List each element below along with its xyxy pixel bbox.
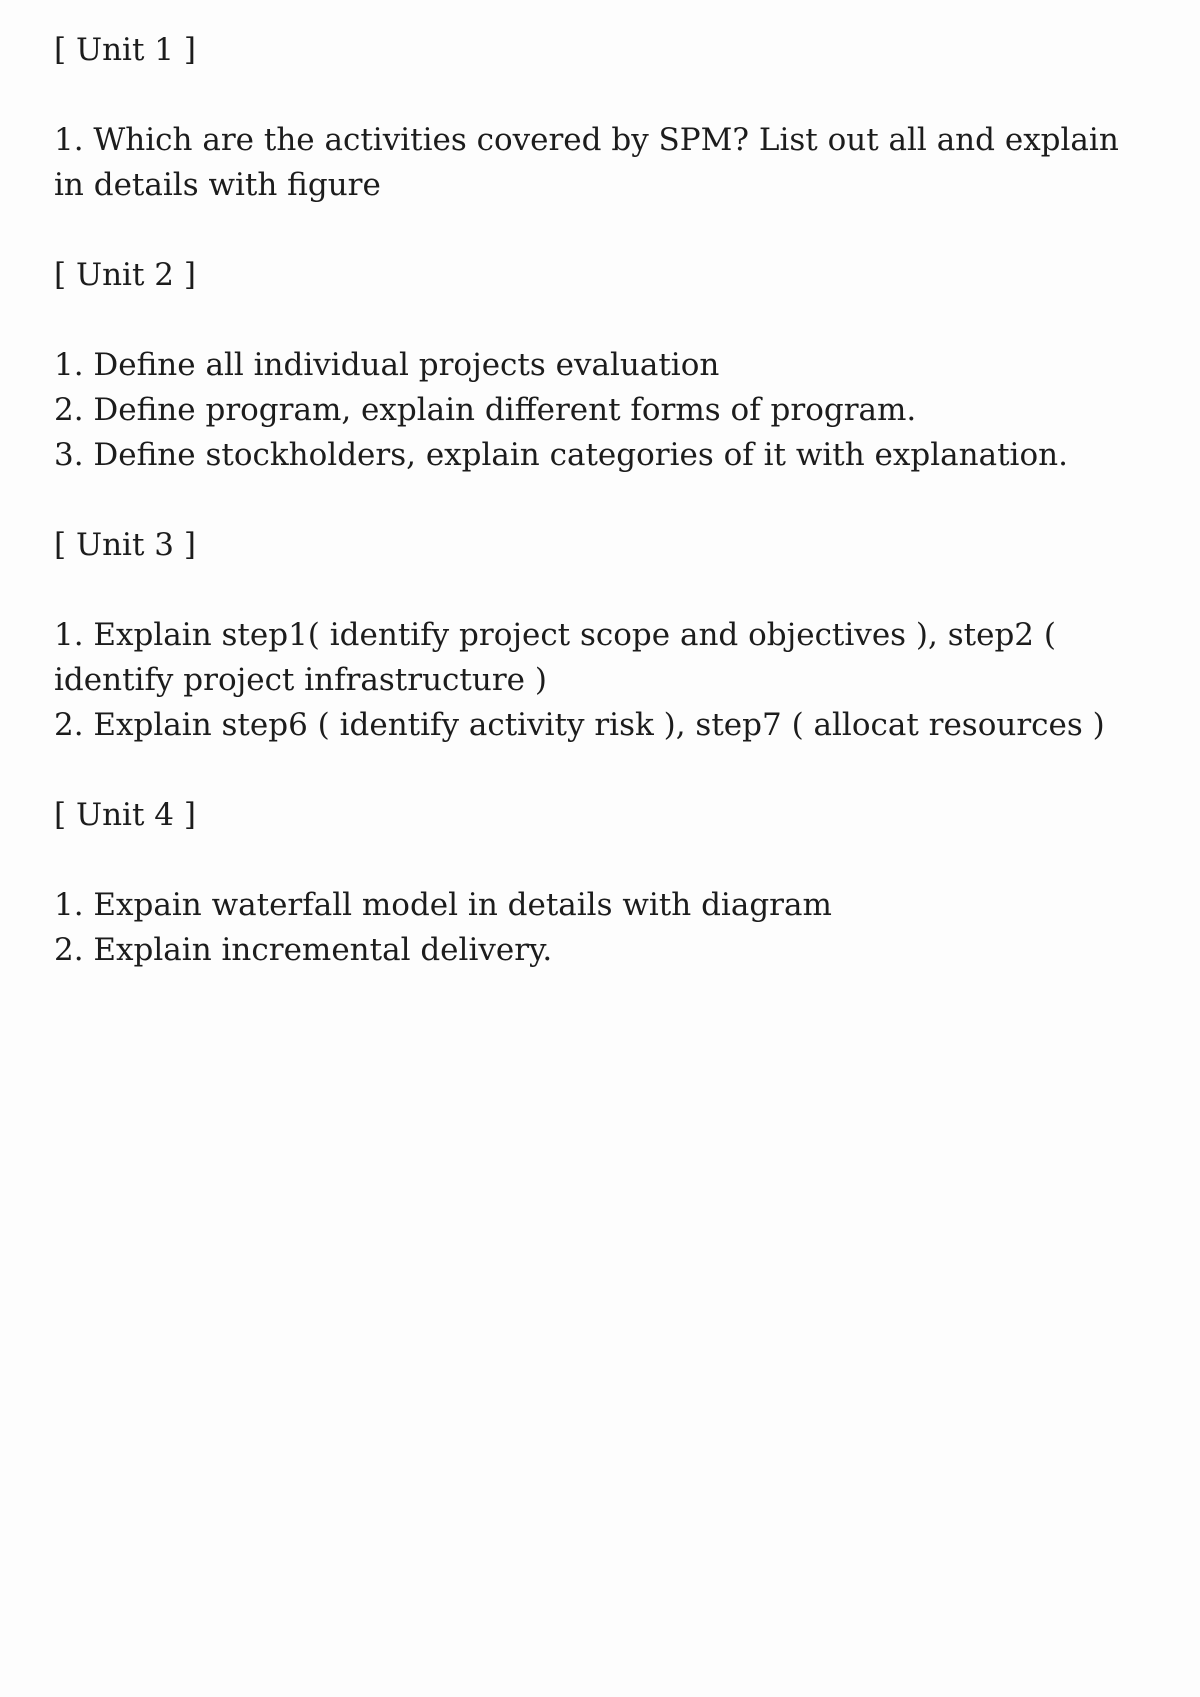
- unit-1-section: [54, 28, 1140, 208]
- question-item: 1. Define all individual projects evaluation: [54, 347, 720, 383]
- unit-2-question-list: [54, 343, 1140, 478]
- question-item: 3. Define stockholders, explain categories of it with explanation.: [54, 437, 1068, 473]
- unit-1-heading: [ Unit 1 ]: [54, 32, 196, 68]
- question-item: 2. Explain incremental delivery.: [54, 932, 553, 968]
- unit-3-question-list: [54, 613, 1140, 748]
- question-item: 1. Explain step1( identify project scope and objectives ), step2 ( identify project infrastructure ): [54, 617, 1056, 698]
- unit-3-heading: [ Unit 3 ]: [54, 527, 196, 563]
- unit-2-heading: [ Unit 2 ]: [54, 257, 196, 293]
- unit-4-heading: [ Unit 4 ]: [54, 797, 196, 833]
- question-item: 2. Define program, explain different forms of program.: [54, 392, 917, 428]
- unit-1-question-list: [54, 118, 1140, 208]
- question-item: 2. Explain step6 ( identify activity risk ), step7 ( allocat resources ): [54, 707, 1105, 743]
- question-item: 1. Expain waterfall model in details with diagram: [54, 887, 832, 923]
- unit-2-section: [54, 253, 1140, 478]
- unit-4-section: [54, 793, 1140, 973]
- question-item: 1. Which are the activities covered by SPM? List out all and explain in details with figure: [54, 122, 1119, 203]
- unit-4-question-list: [54, 883, 1140, 973]
- unit-3-section: [54, 523, 1140, 748]
